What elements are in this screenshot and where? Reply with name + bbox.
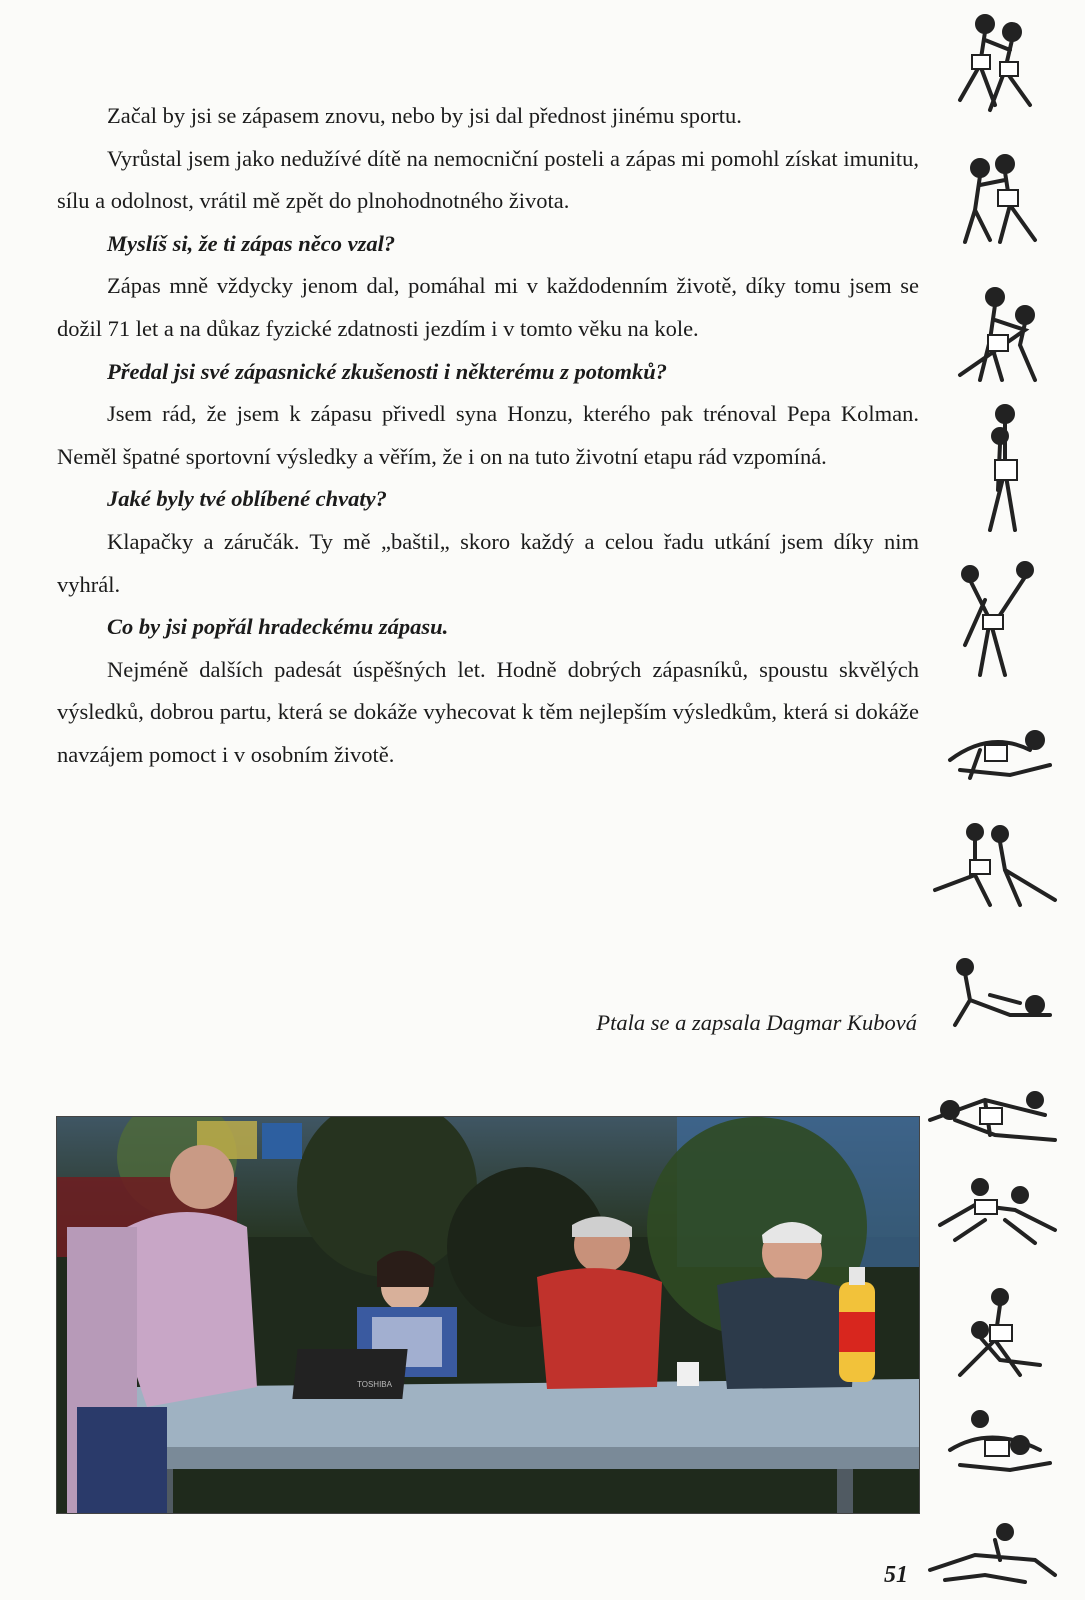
question-2: Předal jsi své zápasnické zkušenosti i některému z potomků? [107, 358, 668, 384]
wrestler-figure-icon [940, 10, 1060, 120]
paragraph-2: Vyrůstal jsem jako nedužívé dítě na nemocniční posteli a zápas mi pomohl získat imunitu, sílu a odolnost, vrátil mě zpět do plnohodnotného života. [57, 145, 919, 214]
wrestler-figure-icon [950, 400, 1050, 540]
wrestler-figure-icon [925, 1520, 1060, 1590]
author-signature: Ptala se a zapsala Dagmar Kubová [596, 1010, 917, 1035]
group-photo [56, 1116, 920, 1514]
wrestler-figure-icon [940, 720, 1060, 785]
paragraph-4: Jsem rád, že jsem k zápasu přivedl syna Honzu, kterého pak trénoval Pepa Kolman. Neměl špatné sportovní výsledky a věřím, že i on na tuto životní etapu rád vzpomíná. [57, 401, 919, 469]
decorative-wrestlers-strip [940, 0, 1080, 1600]
question-4: Co by jsi popřál hradeckému zápasu. [107, 614, 449, 640]
paragraph-1: Začal by jsi se zápasem znovu, nebo by jsi dal přednost jinému sportu. [107, 103, 742, 128]
question-1: Myslíš si, že ti zápas něco vzal? [107, 230, 396, 256]
paragraph-6: Nejméně dalších padesát úspěšných let. Hodně dobrých zápasníků, spoustu skvělých výsledků, dobrou partu, která se dokáže vyhecovat k těm nejlepším výsledkům, která si dokáže navzájem pomoct i v osobním životě. [57, 656, 919, 767]
wrestler-figure-icon [945, 560, 1055, 685]
wrestler-figure-icon [940, 955, 1060, 1035]
article-body [57, 95, 919, 777]
page-number: 51 [884, 1562, 908, 1588]
wrestler-figure-icon [935, 1175, 1060, 1250]
wrestler-figure-icon [930, 820, 1060, 910]
wrestler-figure-icon [940, 1285, 1060, 1385]
wrestler-figure-icon [925, 1080, 1060, 1150]
photo-illustration [57, 1117, 919, 1513]
question-3: Jaké byly tvé oblíbené chvaty? [107, 486, 387, 512]
wrestler-figure-icon [940, 285, 1060, 390]
laptop-brand-text: TOSHIBA [357, 1380, 392, 1389]
wrestler-figure-icon [940, 150, 1060, 250]
paragraph-5: Klapačky a záručák. Ty mě „baštil„ skoro každý a celou řadu utkání jsem díky nim vyhrál. [57, 528, 919, 597]
wrestler-figure-icon [940, 1405, 1060, 1485]
paragraph-3: Zápas mně vždycky jenom dal, pomáhal mi v každodenním životě, díky tomu jsem se dožil 71 let a na důkaz fyzické zdatnosti jezdím i v tomto věku na kole. [57, 273, 919, 341]
